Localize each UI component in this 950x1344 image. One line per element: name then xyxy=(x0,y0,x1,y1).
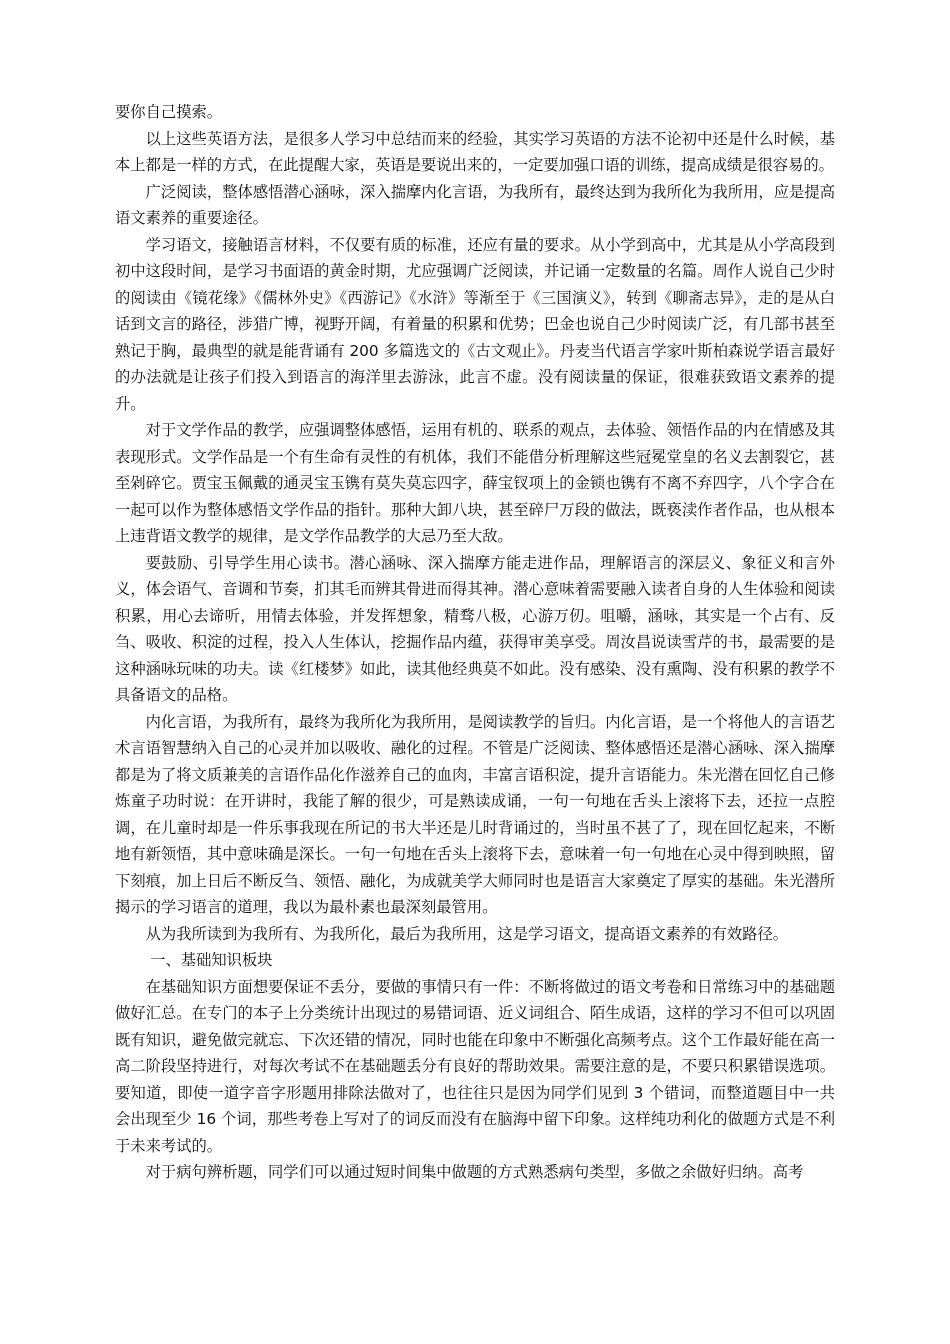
paragraph-wide-reading: 广泛阅读，整体感悟潜心涵咏，深入揣摩内化言语，为我所有，最终达到为我所化为我所用，应是提高语文素养的重要途径。 xyxy=(115,182,835,227)
paragraph-basic-knowledge: 在基础知识方面想要保证不丢分，要做的事情只有一件：不断将做过的语文考卷和日常练习中的基础题做好汇总。在专门的本子上分类统计出现过的易错词语、近义词组合、陌生成语，这样的学习不但可以巩固既有知识，避免做完就忘、下次还错的情况，同时也能在印象中不断强化高频考点。这个工作最好能在高一高二阶段坚持进行，对每次考试不在基础题丢分有良好的帮助效果。需要注意的是，不要只积累错误选项。要知道，即使一道字音字形题用排除法做对了，也往往只是因为同学们见到 3 个错词，而整道题目中一共会出现至少 16 个词，那些考卷上写对了的词反而没有在脑海中留下印象。这样纯功利化的做题方式是不利于未来考试的。 xyxy=(115,977,835,1155)
paragraph-learning-chinese: 学习语文，接触语言材料，不仅要有质的标准，还应有量的要求。从小学到高中，尤其是从小学高段到初中这段时间，是学习书面语的黄金时期，尤应强调广泛阅读，并记诵一定数量的名篇。周作人说自己少时的阅读由《镜花缘》《儒林外史》《西游记》《水浒》等渐至于《三国演义》，转到《聊斋志异》，走的是从白话到文言的路径，涉猎广博，视野开阔，有着量的积累和优势；巴金也说自己少时阅读广泛，有几部书甚至熟记于胸，最典型的就是能背诵有 200 多篇选文的《古文观止》。丹麦当代语言学家叶斯柏森说学语言最好的办法就是让孩子们投入到语言的海洋里去游泳，此言不虚。没有阅读量的保证，很难获致语文素养的提升。 xyxy=(115,235,835,413)
paragraph-effective-path: 从为我所读到为我所有、为我所化，最后为我所用，这是学习语文，提高语文素养的有效路径。 xyxy=(145,924,789,943)
section-heading-basic-knowledge: 一、基础知识板块 xyxy=(150,951,273,969)
paragraph-continuation: 要你自己摸索。 xyxy=(115,103,223,121)
paragraph-internalize-language: 内化言语，为我所有，最终为我所化为我所用，是阅读教学的旨归。内化言语，是一个将他人的言语艺术言语智慧纳入自己的心灵并加以吸收、融化的过程。不管是广泛阅读、整体感悟还是潜心涵咏、深入揣摩都是为了将文质兼美的言语作品化作滋养自己的血肉，丰富言语积淀，提升言语能力。朱光潜在回忆自己修炼童子功时说：在开讲时，我能了解的很少，可是熟读成诵，一句一句地在舌头上滚将下去，还拉一点腔调，在儿童时却是一件乐事我现在所记的书大半还是儿时背诵过的，当时虽不甚了了，现在回忆起来，不断地有新领悟，其中意味确是深长。一句一句地在舌头上滚将下去，意味着一句一句地在心灵中得到映照，留下刻痕，加上日后不断反刍、领悟、融化，为成就美学大师同时也是语言大家奠定了厚实的基础。朱光潜所揭示的学习语言的道理，我以为最朴素也最深刻最管用。 xyxy=(115,712,835,916)
paragraph-sentence-errors: 对于病句辨析题，同学们可以通过短时间集中做题的方式熟悉病句类型，多做之余做好归纳。高考 xyxy=(145,1163,804,1181)
document-body xyxy=(115,99,835,1186)
paragraph-english-methods: 以上这些英语方法，是很多人学习中总结而来的经验，其实学习英语的方法不论初中还是什么时候，基本上都是一样的方式，在此提醒大家，英语是要说出来的，一定要加强口语的训练，提高成绩是很容易的。 xyxy=(115,129,835,174)
paragraph-careful-reading: 要鼓励、引导学生用心读书。潜心涵咏、深入揣摩方能走进作品，理解语言的深层义、象征义和言外义，体会语气、音调和节奏，扪其毛而辨其骨进而得其神。潜心意味着需要融入读者自身的人生体验和阅读积累，用心去谛听，用情去体验，并发挥想象，精骛八极，心游万仞。咀嚼，涵咏，其实是一个占有、反刍、吸收、积淀的过程，投入人生体认，挖掘作品内蕴，获得审美享受。周汝昌说读雪芹的书，最需要的是这种涵咏玩味的功夫。读《红楼梦》如此，读其他经典莫不如此。没有感染、没有熏陶、没有积累的教学不具备语文的品格。 xyxy=(115,553,835,704)
paragraph-literature-teaching: 对于文学作品的教学，应强调整体感悟，运用有机的、联系的观点，去体验、领悟作品的内在情感及其表现形式。文学作品是一个有生命有灵性的有机体，我们不能借分析理解这些冠冕堂皇的名义去割裂它，甚至剁碎它。贾宝玉佩戴的通灵宝玉镌有莫失莫忘四字，薛宝钗项上的金锁也镌有不离不弃四字，八个字合在一起可以作为整体感悟文学作品的指针。那种大卸八块，甚至碎尸万段的做法，既亵渎作者作品，也从根本上违背语文教学的规律，是文学作品教学的大忌乃至大敌。 xyxy=(115,421,835,545)
